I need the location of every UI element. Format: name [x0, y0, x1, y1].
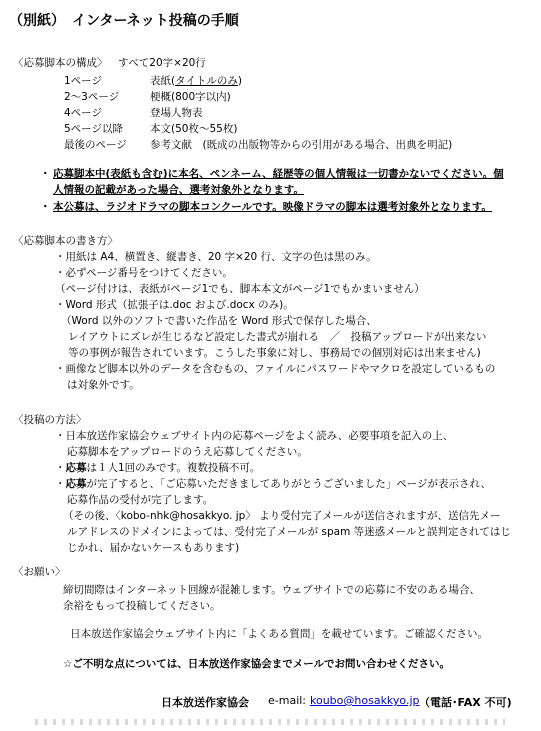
notice-privacy-line1: 応募脚本中(表紙も含む)に本名、ペンネーム、経歴等の個人情報は一切書かないでください。個 [53, 168, 504, 180]
method-line: （その後、〈kobo-nhk@hosakkyo. jp〉 より受付完了メールが送信されますが、送信先メー [63, 510, 501, 522]
writing-line: ・画像など脚本以外のデータを含むもの、ファイルにパスワードやマクロを設定しているもの [55, 363, 496, 375]
footer-email-label: e-mail: [268, 694, 307, 707]
method-line: ・日本放送作家協会ウェブサイト内の応募ページをよく読み、必要事項を記入の上、 [55, 430, 454, 442]
footer-org: 日本放送作家協会 [161, 696, 249, 709]
method-line: 応募脚本をアップロードのうえ応募してください。 [67, 446, 308, 458]
writing-heading: 〈応募脚本の書き方〉 [13, 235, 118, 247]
method-line: ルアドレスのドメインによっては、受付完了メールが spam 等迷惑メールと誤判定されてはじ [67, 526, 511, 538]
request-contact-line: ☆ご不明な点については、日本放送作家協会までメールでお問い合わせください。 [63, 658, 450, 670]
page-content: 表紙(タイトルのみ) [150, 75, 243, 87]
method-line: 応募作品の受付が完了します。 [67, 494, 214, 506]
composition-heading: 〈応募脚本の構成〉 [13, 57, 108, 69]
cut-off-line [35, 719, 505, 725]
notice-bullet: ・ [40, 168, 51, 180]
writing-line: （Word 以外のソフトで書いた作品を Word 形式で保存した場合、 [61, 315, 377, 327]
writing-line: （ページ付けは、表紙がページ1でも、脚本本文がページ1でもかまいません） [55, 283, 425, 295]
method-line: ・応募は１人1回のみです。複数投稿不可。 [55, 462, 261, 474]
page-content: 梗概(800字以内) [150, 91, 231, 103]
page-content: 本文(50枚～55枚) [150, 123, 238, 135]
request-heading: 〈お願い〉 [13, 566, 66, 578]
writing-line: ・用紙は A4、横置き、縦書き、20 字×20 行、文字の色は黒のみ。 [55, 251, 377, 263]
footer-note: （電話･FAX 不可) [419, 696, 512, 709]
writing-line: ・Word 形式（拡張子は.doc および.docx のみ)。 [55, 299, 294, 311]
footer-email-link[interactable]: koubo@hosakkyo.jp [310, 694, 420, 707]
method-line: じかれ、届かないケースもあります) [67, 542, 240, 554]
writing-line: レイアウトにズレが生じるなど設定した書式が崩れる ／ 投稿アップロードが出来ない [68, 331, 487, 343]
request-faq-line: 日本放送作家協会ウェブサイト内に「よくある質問」を載せています。ご確認ください。 [70, 628, 489, 640]
writing-line: 等の事例が報告されています。こうした事象に対し、事務局での個別対応は出来ません) [68, 347, 481, 359]
notice-bullet: ・ [40, 201, 51, 213]
method-line: ・応募が完了すると、「ご応募いただきましてありがとうございました」ページが表示され、 [55, 478, 492, 490]
notice-privacy-line2: 人情報の記載があった場合、選考対象外となります。 [53, 184, 305, 196]
page-label: 5ページ以降 [64, 123, 123, 135]
request-line: 締切間際はインターネット回線が混雑します。ウェブサイトでの応募に不安のある場合、 [63, 584, 481, 596]
composition-summary: すべて20字×20行 [118, 57, 206, 69]
method-heading: 〈投稿の方法〉 [13, 414, 87, 426]
document-title: （別紙） インターネット投稿の手順 [9, 13, 239, 29]
page-label: 2～3ページ [64, 91, 120, 103]
page-label: 最後のページ [64, 139, 127, 151]
request-line: 余裕をもって投稿してください。 [63, 600, 221, 612]
writing-line: は対象外です。 [67, 379, 140, 391]
page-label: 1ページ [64, 75, 102, 87]
page-content: 参考文献 (既成の出版物等からの引用がある場合、出典を明記) [150, 139, 453, 151]
notice-radio-only: 本公募は、ラジオドラマの脚本コンクールです。映像ドラマの脚本は選考対象外となります。 [53, 201, 492, 213]
page-content: 登場人物表 [150, 107, 203, 119]
page-label: 4ページ [64, 107, 102, 119]
writing-line: ・必ずページ番号をつけてください。 [55, 267, 233, 279]
